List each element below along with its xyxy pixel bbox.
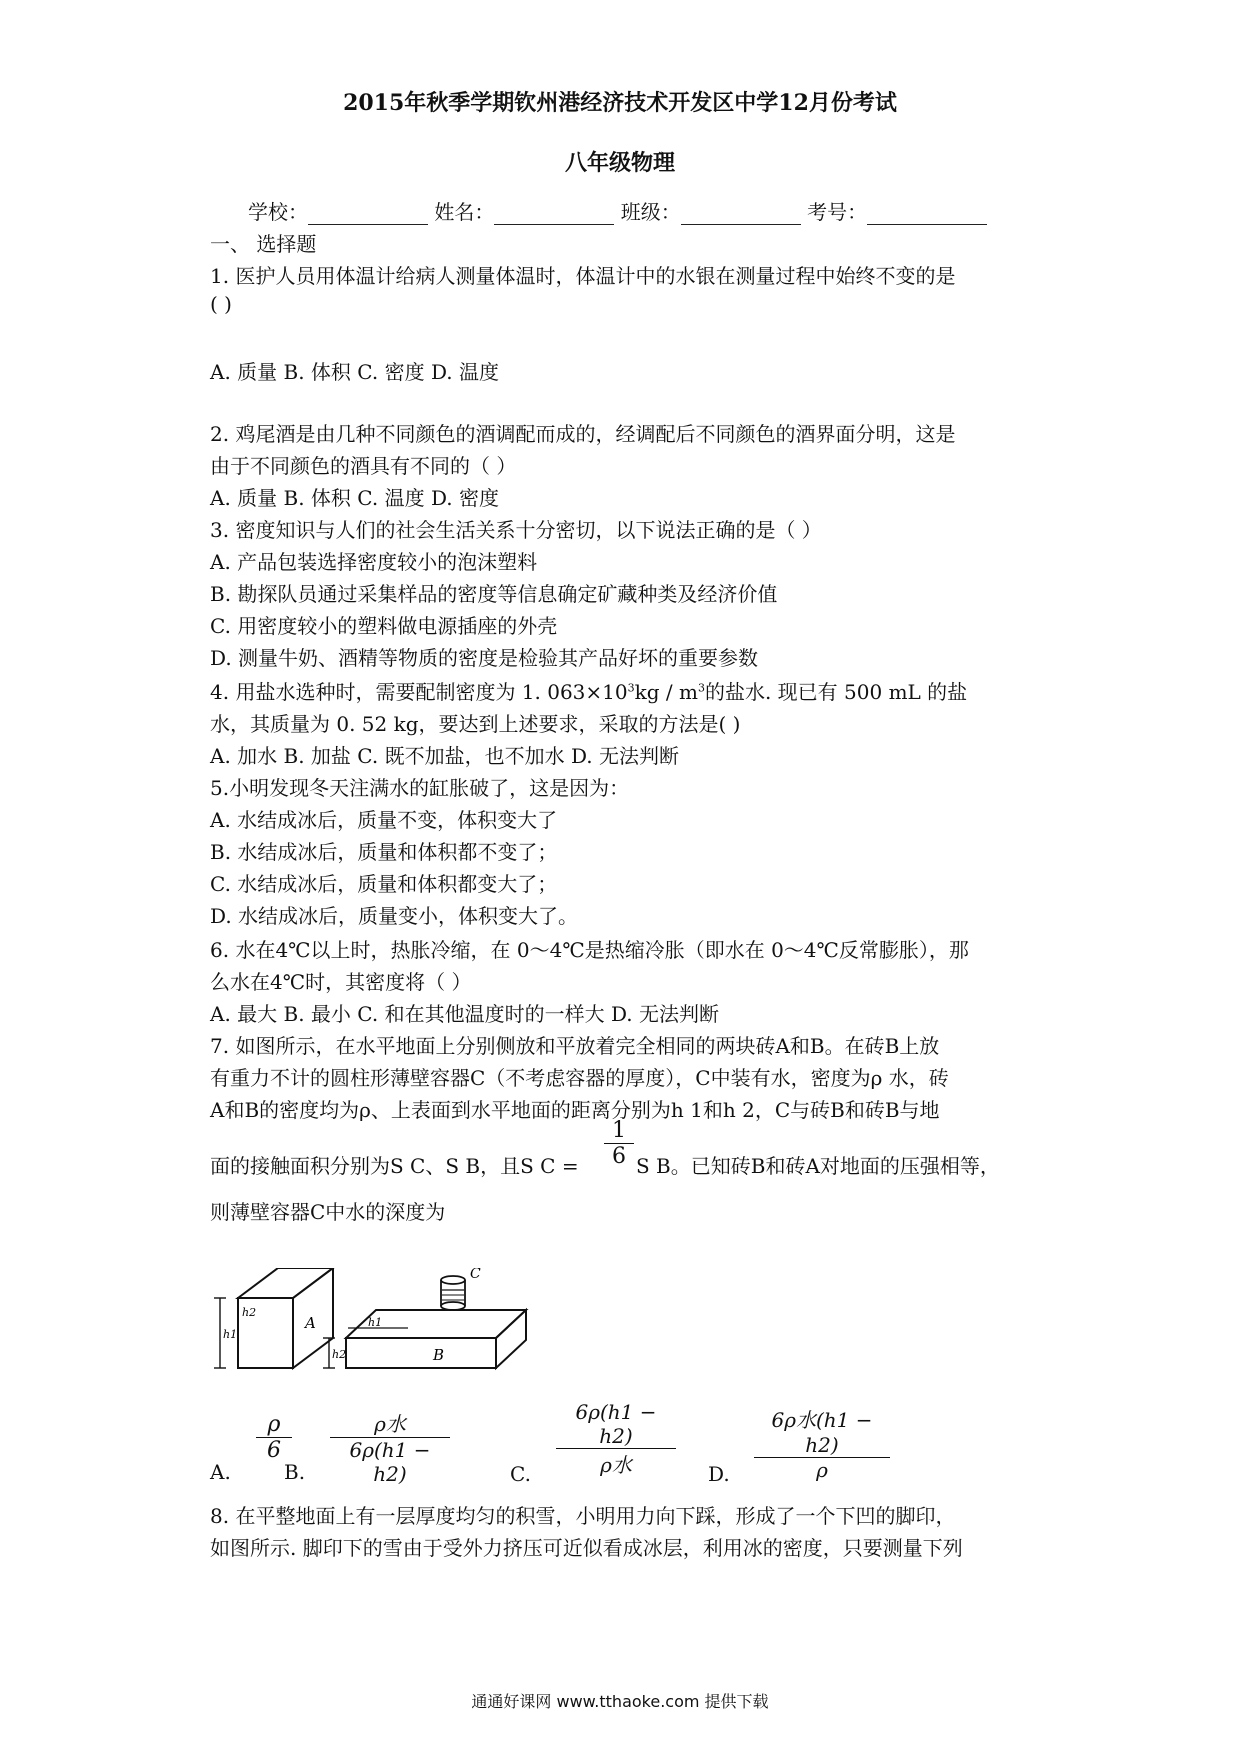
q3-option-b: B. 勘探队员通过采集样品的密度等信息确定矿藏种类及经济价值 xyxy=(210,582,778,606)
q6-options: A. 最大 B. 最小 C. 和在其他温度时的一样大 D. 无法判断 xyxy=(210,1002,719,1026)
q7-option-a-fraction xyxy=(256,1412,292,1463)
name-field[interactable] xyxy=(494,206,614,225)
q7-line3: A和B的密度均为ρ、上表面到水平地面的距离分别为h 1和h 2，C与砖B和砖B与地 xyxy=(210,1098,940,1122)
id-field[interactable] xyxy=(867,206,987,225)
q3-stem: 3. 密度知识与人们的社会生活关系十分密切，以下说法正确的是（ ） xyxy=(210,518,822,542)
page-footer: 通通好课网 www.tthaoke.com 提供下载 xyxy=(471,1692,769,1711)
container-c xyxy=(441,1276,465,1310)
school-label: 学校： xyxy=(248,200,308,224)
class-label: 班级： xyxy=(620,200,681,224)
page-title: 2015年秋季学期钦州港经济技术开发区中学12月份考试 xyxy=(343,90,897,116)
q5-option-d: D. 水结成冰后，质量变小，体积变大了。 xyxy=(210,904,579,928)
q7-option-c-fraction xyxy=(556,1400,676,1478)
q7-option-b-label: B. xyxy=(284,1460,306,1484)
q4-options: A. 加水 B. 加盐 C. 既不加盐，也不加水 D. 无法判断 xyxy=(210,744,679,768)
q1-stem-cont: ( ) xyxy=(210,292,232,316)
label-h1-b: h1 xyxy=(368,1316,383,1329)
q4-stem-cont: 水，其质量为 0. 52 kg，要达到上述要求，采取的方法是( ) xyxy=(210,712,741,736)
q1-options: A. 质量 B. 体积 C. 密度 D. 温度 xyxy=(210,360,499,384)
fa-num: ρ xyxy=(267,1412,281,1437)
q7-option-c-label: C. xyxy=(510,1462,531,1486)
id-label: 考号： xyxy=(807,200,868,224)
q7-option-b-fraction xyxy=(330,1408,450,1486)
fb-num: ρ水 xyxy=(374,1412,406,1436)
q2-stem: 2. 鸡尾酒是由几种不同颜色的酒调配而成的，经调配后不同颜色的酒界面分明，这是 xyxy=(210,422,956,446)
q4-stem xyxy=(210,676,967,705)
q5-option-b: B. 水结成冰后，质量和体积都不变了； xyxy=(210,840,558,864)
q7-frac-den: 6 xyxy=(604,1143,634,1169)
q4-part3: kg / m xyxy=(634,680,698,704)
label-b: B xyxy=(433,1346,445,1364)
q7-inline-fraction xyxy=(604,1118,634,1169)
q4-part5: 的盐水. 现已有 500 mL 的盐 xyxy=(704,680,968,704)
q5-option-c: C. 水结成冰后，质量和体积都变大了； xyxy=(210,872,558,896)
q5-option-a: A. 水结成冰后，质量不变，体积变大了 xyxy=(210,808,558,832)
page-subtitle: 八年级物理 xyxy=(564,150,675,176)
q7-option-a-label: A. xyxy=(210,1460,231,1484)
section-heading: 一、 选择题 xyxy=(210,232,317,256)
label-h1-a: h1 xyxy=(223,1328,238,1341)
q3-option-d: D. 测量牛奶、酒精等物质的密度是检验其产品好坏的重要参数 xyxy=(210,646,759,670)
brick-b xyxy=(323,1310,526,1368)
fb-den: 6ρ(h1 − h2) xyxy=(330,1437,450,1486)
fc-num: 6ρ(h1 − h2) xyxy=(575,1400,657,1448)
fc-den: ρ水 xyxy=(556,1448,676,1478)
student-info-header xyxy=(248,196,987,225)
q7-line4b: S B。已知砖B和砖A对地面的压强相等， xyxy=(636,1154,1000,1178)
fd-num: 6ρ水(h1 − h2) xyxy=(771,1408,873,1457)
q7-frac-num: 1 xyxy=(612,1118,626,1143)
q7-brick-figure xyxy=(208,1268,548,1388)
q4-exp2: 3 xyxy=(697,681,705,695)
label-h2-b: h2 xyxy=(332,1348,347,1361)
q7-line2: 有重力不计的圆柱形薄壁容器C（不考虑容器的厚度），C中装有水，密度为ρ 水，砖 xyxy=(210,1066,949,1090)
q4-part1: 4. 用盐水选种时，需要配制密度为 1. 063×10 xyxy=(210,680,628,704)
q2-options: A. 质量 B. 体积 C. 温度 D. 密度 xyxy=(210,486,499,510)
q7-line1: 7. 如图所示，在水平地面上分别侧放和平放着完全相同的两块砖A和B。在砖B上放 xyxy=(210,1034,940,1058)
q7-line5: 则薄壁容器C中水的深度为 xyxy=(210,1200,446,1224)
fd-den: ρ xyxy=(754,1457,890,1482)
label-h2-a: h2 xyxy=(242,1306,257,1319)
q1-stem: 1. 医护人员用体温计给病人测量体温时，体温计中的水银在测量过程中始终不变的是 xyxy=(210,264,956,288)
school-field[interactable] xyxy=(308,206,428,225)
class-field[interactable] xyxy=(681,206,801,225)
q8-line1: 8. 在平整地面上有一层厚度均匀的积雪，小明用力向下踩，形成了一个下凹的脚印， xyxy=(210,1504,956,1528)
q7-line4a: 面的接触面积分别为S C、S B，且S C = xyxy=(210,1154,579,1178)
q5-stem: 5.小明发现冬天注满水的缸胀破了，这是因为： xyxy=(210,776,630,800)
q3-option-a: A. 产品包装选择密度较小的泡沫塑料 xyxy=(210,550,538,574)
fa-den: 6 xyxy=(256,1437,292,1463)
q7-option-d-fraction xyxy=(754,1404,890,1482)
label-c: C xyxy=(470,1268,481,1282)
q6-stem: 6. 水在4℃以上时，热胀冷缩，在 0～4℃是热缩冷胀（即水在 0～4℃反常膨胀），那 xyxy=(210,938,969,962)
q3-option-c: C. 用密度较小的塑料做电源插座的外壳 xyxy=(210,614,558,638)
name-label: 姓名： xyxy=(434,200,495,224)
q8-line2: 如图所示. 脚印下的雪由于受外力挤压可近似看成冰层，利用冰的密度，只要测量下列 xyxy=(210,1536,963,1560)
q4-exp1: 3 xyxy=(627,681,635,695)
q7-option-d-label: D. xyxy=(708,1462,730,1486)
q2-stem-cont: 由于不同颜色的酒具有不同的（ ） xyxy=(210,454,517,478)
q6-stem-cont: 么水在4℃时，其密度将（ ） xyxy=(210,970,472,994)
label-a: A xyxy=(305,1314,316,1332)
